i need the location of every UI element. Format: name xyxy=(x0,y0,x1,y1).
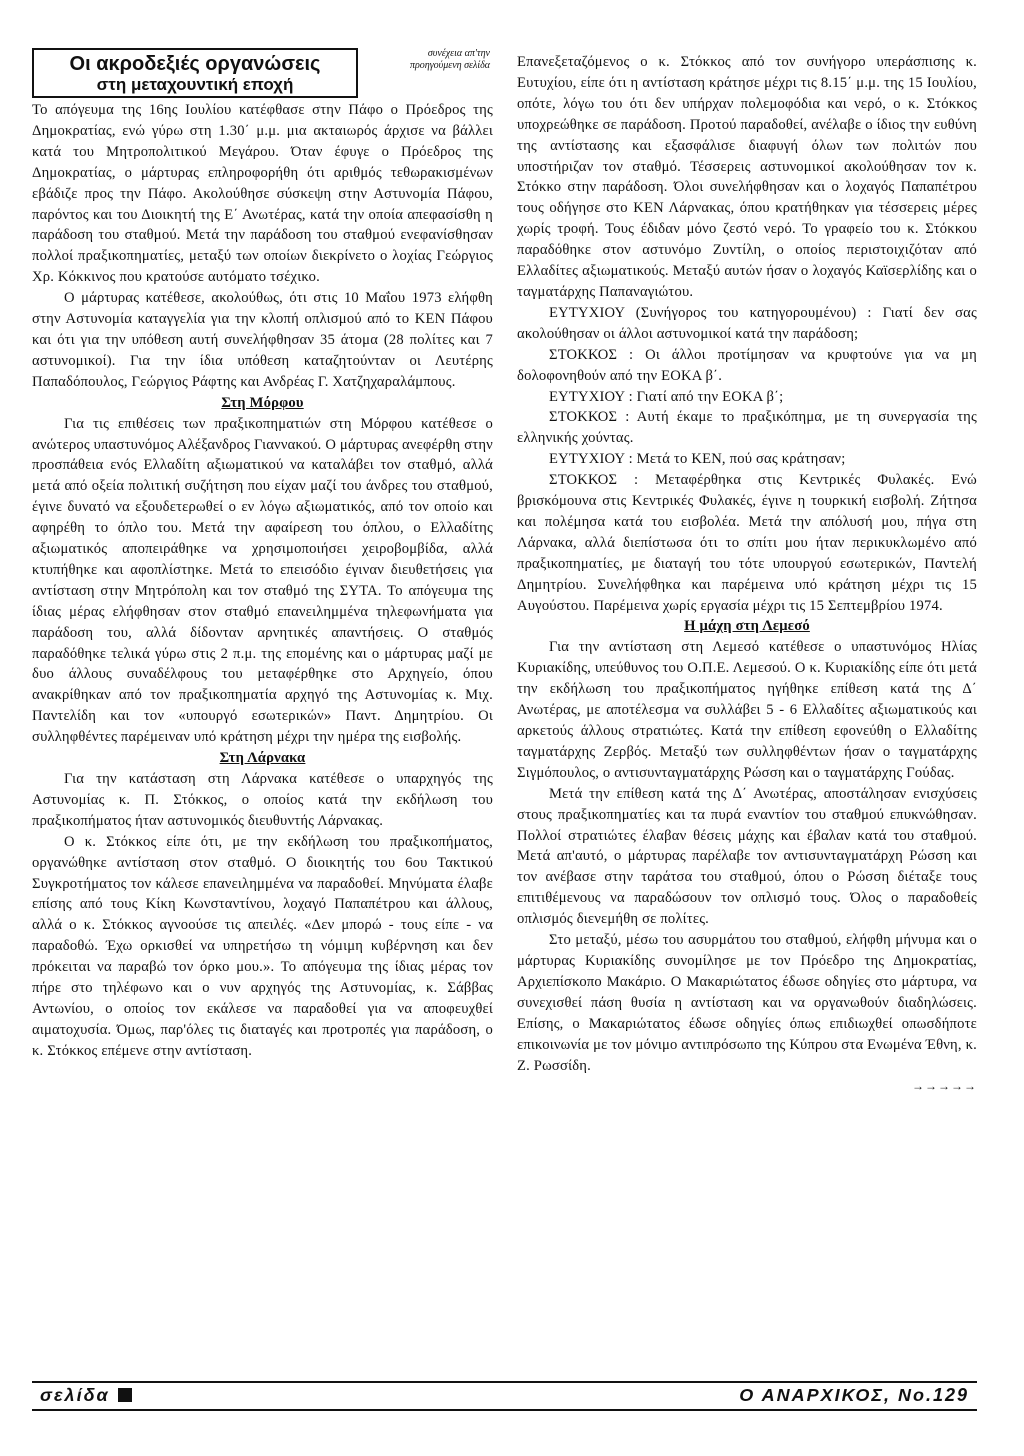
article-paragraph: ΕΥΤΥΧΙΟΥ : Μετά το ΚΕΝ, πού σας κράτησαν; xyxy=(549,451,846,468)
page-number-box xyxy=(118,1388,132,1402)
article-paragraph: ΣΤΟΚΚΟΣ : Οι άλλοι προτίμησαν να κρυφτούνε για να μη δολοφονηθούν από την ΕΟΚΑ β΄. xyxy=(517,346,977,384)
article-paragraph: Ο κ. Στόκκος είπε ότι, με την εκδήλωση του πραξικοπήματος, οργανώθηκε αντίσταση στον σταθμό. Ο διοικητής του 6ου Τακτικού Συγκροτήματος τον κάλεσε επανειλημμένα να παραδοθεί. Μηνύματα έλαβε επίσης από τους Κίκη Κωνσταντίνου, λοχαγό Παπαπέτρου και άλλους, αλλά ο κ. Στόκκος αγνοούσε τις απειλές. «Δεν μπορώ - τους είπε - να παραδοθώ. Έχω ορκισθεί να υπηρετήσω τη νόμιμη κυβέρνηση και δεν πρόκειται να παραβώ τον όρκο μου.». Το απόγευμα της ίδιας μέρας τον πήρε στο τηλέφωνο και ο νυν αρχηγός της Αστυνομίας, κ. Σάββας Αντωνίου, ο οποίος τον εκάλεσε να παραδοθεί για να αποφευχθεί αιματοχυσία. Όμως, παρ'όλες τις διαταγές και προτροπές για παράδοση, ο κ. Στόκκος επέμενε στην αντίσταση. xyxy=(32,833,493,1059)
right-column xyxy=(517,52,977,1097)
continued-note xyxy=(368,48,490,72)
page-label xyxy=(40,1385,132,1406)
article-paragraph: ΕΥΤΥΧΙΟΥ : Γιατί από την ΕΟΚΑ β΄; xyxy=(549,388,784,405)
continued-note-line1: συνέχεια απ'την xyxy=(427,48,490,59)
publication-name: Ο ΑΝΑΡΧΙΚΟΣ, Νο.129 xyxy=(739,1385,969,1405)
article-paragraph: Επανεξεταζόμενος ο κ. Στόκκος από τον συνήγορο υπεράσπισης κ. Ευτυχίου, είπε ότι η αντίσταση κράτησε μέχρι τις 8.15΄ μ.μ. της 15 Ιουλίου, οπότε, λόγω του ότι δεν υπήρχαν πολεμοφόδια και νερό, ο κ. Στόκκος υποχρεώθηκε σε παράδοση. Προτού παραδοθεί, ανέλαβε ο ίδιος την ευθύνη της αντίστασης και εξασφάλισε διαφυγή όλων των πολιτών που υποστήριζαν τον σταθμό. Τέσσερεις αστυνομικοί ακολούθησαν τον κ. Στόκκο στην παράδοση. Όλοι συνελήφθησαν και ο λοχαγός Παπαπέτρου τους οδήγησε στο ΚΕΝ Λάρνακας, όπου κρατήθηκαν για τέσσερεις μέρες χωρίς τροφή. Τους έδιδαν μόνο ζεστό νερό. Το γραφείο του κ. Στόκκου παραδόθηκε στον αστυνόμο Ζυντίλη, ο οποίος περιστοιχιζόταν από Ελλαδίτες αξιωματικούς. Μεταξύ αυτών ήσαν ο λοχαγός Καϊσερλίδης και ο ταγματάρχης Παπαναγιώτου. xyxy=(517,54,977,300)
article-title-box xyxy=(32,48,358,98)
article-paragraph: ΣΤΟΚΚΟΣ : Αυτή έκαμε το πραξικόπημα, με τη συνεργασία της ελληνικής χούντας. xyxy=(517,409,977,447)
article-title-line1: Οι ακροδεξιές οργανώσεις xyxy=(69,53,321,75)
article-paragraph: →→→→→ xyxy=(912,1079,977,1094)
article-title-line2: στη μεταχουντική εποχή xyxy=(96,75,294,94)
article-paragraph: ΣΤΟΚΚΟΣ : Μεταφέρθηκα στις Κεντρικές Φυλακές. Ενώ βρισκόμουνα στις Κεντρικές Φυλακές, έγινε η τουρκική εισβολή. Ζήτησα και πολέμησα κατά του εισβολέα. Μετά την απόλυσή μου, πήγα στη Λάρνακα, αλλά διεπίστωσα ότι το σπίτι μου ήταν περικυκλωμένο από πραξικοπηματίες, με διαταγή του τότε υπουργού εσωτερικών, Παντελή Δημητρίου. Συνελήφθηκα και παρέμεινα υπό κράτηση μέχρι τις 15 Αυγούστου. Παρέμεινα χωρίς εργασία μέχρι τις 15 Σεπτεμβρίου 1974. xyxy=(517,472,977,614)
section-heading: Στη Μόρφου xyxy=(221,394,304,411)
page-label-text: σελίδα xyxy=(40,1385,110,1405)
page-footer xyxy=(32,1381,977,1411)
article-paragraph: Ο μάρτυρας κατέθεσε, ακολούθως, ότι στις 10 Μαΐου 1973 ελήφθη στην Αστυνομία καταγγελία για την κλοπή οπλισμού από το ΚΕΝ Πάφου και ότι για την υπόθεση αυτή συνελήφθησαν 35 άτομα (28 πολίτες και 7 αστυνομικοί). Για την ίδια υπόθεση καταζητούνταν οι Λευτέρης Παπαδόπουλος, Γεώργιος Ράφτης και Ανδρέας Γ. Χατζηχαραλάμπους. xyxy=(32,290,493,390)
left-column xyxy=(32,100,493,1062)
article-paragraph: Στο μεταξύ, μέσω του ασυρμάτου του σταθμού, ελήφθη μήνυμα και ο μάρτυρας Κυριακίδης συνομίλησε με τον Πρόεδρο της Δημοκρατίας, Αρχιεπίσκοπο Μακάριο. Ο Μακαριώτατος έδωσε οδηγίες στο μάρτυρα, να συνεχισθεί πάση θυσία η αντίσταση και να οργανωθούν διαδηλώσεις. Επίσης, ο Μακαριώτατος έδωσε οδηγίες όπως επιδιωχθεί οπωσδήποτε επικοινωνία με τον μόνιμο αντιπρόσωπο της Κύπρου στα Ενωμένα Έθνη, κ. Ζ. Ρωσσίδη. xyxy=(517,932,977,1074)
article-paragraph: Το απόγευμα της 16ης Ιουλίου κατέφθασε στην Πάφο ο Πρόεδρος της Δημοκρατίας, ενώ γύρω στη 1.30΄ μ.μ. μια ακταιωρός άρχισε να βάλλει κατά του Μητροπολιτικού Μεγάρου. Όταν έφυγε ο Πρόεδρος της Δημοκρατίας, ο μάρτυρας επληροφορήθη ότι αριθμός τεθωρακισμένων εβάδιζε προς την Πάφο. Ακολούθησε σύσκεψη στην Αστυνομία Πάφου, παρόντος και του Διοικητή της Ε΄ Ανωτέρας, κατά την οποία απεφασίσθη η παράδοση του σταθμού. Μετά την παράδοση του σταθμού ενεφανίσθησαν πολλοί πραξικοπηματίες, μεταξύ των οποίων διεκρίνετο ο λοχίας Γεώργιος Χρ. Κόκκινος που κρατούσε αυτόματο τσέχικο. xyxy=(32,102,493,286)
section-heading: Στη Λάρνακα xyxy=(219,750,306,767)
article-paragraph: Μετά την επίθεση κατά της Δ΄ Ανωτέρας, αποστάλησαν ενισχύσεις στους πραξικοπηματίες και τα πυρά εναντίον του σταθμού επυκνώθησαν. Πολλοί στρατιώτες έλαβαν θέσεις μάχης και έβαλαν κατά του σταθμού. Μετά απ'αυτό, ο μάρτυρας παρέλαβε τον αντισυνταγματάρχη Ρώσση και τον ανέβασε στην ταράτσα του σταθμού, όπου ο Ρώσση διέταξε τους επιτιθέμενους να παραδώσουν τον οπλισμό τους. Όλος ο παραδοθείς οπλισμός διενεμήθη σε πολίτες. xyxy=(517,785,977,928)
article-paragraph: Για τις επιθέσεις των πραξικοπηματιών στη Μόρφου κατέθεσε ο ανώτερος υπαστυνόμος Αλέξανδρος Γιαννακού. Ο μάρτυρας ανεφέρθη στην προσπάθεια ενός Ελλαδίτη αξιωματικού να καταλάβει τον σταθμό, αλλά μετά από οξεία πολιτική συζήτηση που είχαν μαζί του άνδρες του σταθμού, έγινε δυνατό να εξουδετερωθεί ο εν λόγω αξιωματικός, από τον οποίο και αφηρέθη το όπλο του. Μετά την αφαίρεση του όπλου, ο Ελλαδίτης αξιωματικός αποπειράθηκε να χρησιμοποιήσει χειροβομβίδα, αλλά κτυπήθηκε και αφοπλίστηκε. Μετά το επεισόδιο έγιναν διευθετήσεις για αντίσταση στην Μητρόπολη και τον σταθμό της ΣΥΤΑ. Το απόγευμα της ίδιας μέρας ελήφθησαν στον σταθμό επανειλημμένα τηλεφωνήματα για παράδοση του, αλλά δίδονταν αρνητικές απαντήσεις. Ο σταθμός παραδόθηκε τελικά γύρω στις 2 π.μ. της επομένης και ο μάρτυρας μαζί με δυο άλλους συναδέλφους του μεταφέρθηκε στο Αρχηγείο, όπου ανακρίθηκαν από τον πραξικοπηματία αρχηγό της Αστυνομίας κ. Μιχ. Παντελίδη και τον «υπουργό εσωτερικών» Παντ. Δημητρίου. Οι συλληφθέντες παρέμειναν υπό κράτηση μέχρι την ημέρα της εισβολής. xyxy=(32,415,493,746)
section-heading: Η μάχη στη Λεμεσό xyxy=(684,618,810,635)
article-paragraph: Για την αντίσταση στη Λεμεσό κατέθεσε ο υπαστυνόμος Ηλίας Κυριακίδης, υπεύθυνος του Ο.Π.Ε. Λεμεσού. Ο κ. Κυριακίδης είπε ότι μετά την εκδήλωση του πραξικοπήματος ηγήθηκε επίθεση κατά της Δ΄ Ανωτέρας, με αποτέλεσμα να συλλάβει 5 - 6 Ελλαδίτες αξιωματικούς και αρκετούς άλλους στρατιώτες. Κατά την επίθεση εφονεύθη ο Ελλαδίτης ταγματάρχης Ζερβός. Μεταξύ των συλληφθέντων ήσαν ο ταγματάρχης Σιγμόπουλος, ο αντισυνταγματάρχης Ρώσση και ο ταγματάρχης Γούδας. xyxy=(517,639,977,781)
article-paragraph: Για την κατάσταση στη Λάρνακα κατέθεσε ο υπαρχηγός της Αστυνομίας κ. Π. Στόκκος, ο οποίος κατά την εκδήλωση του πραξικοπήματος ήταν αστυνομικός διευθυντής Λάρνακας. xyxy=(32,771,493,829)
continued-note-line2: προηγούμενη σελίδα xyxy=(409,60,490,71)
article-paragraph: ΕΥΤΥΧΙΟΥ (Συνήγορος του κατηγορουμένου) : Γιατί δεν σας ακολούθησαν οι άλλοι αστυνομικοί κατά την παράδοση; xyxy=(517,304,977,342)
